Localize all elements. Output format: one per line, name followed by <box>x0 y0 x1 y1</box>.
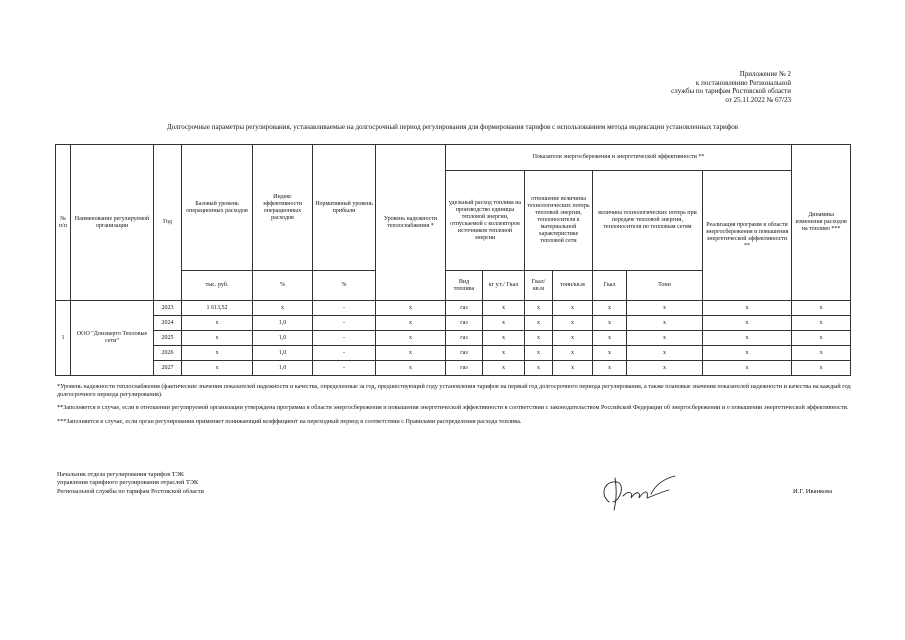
cell-value: х <box>483 331 525 346</box>
header-org: Наименование регулируемой организации <box>71 145 154 301</box>
header-program: Реализация программ в области энергосбережения и повышения энергетической эффективности ** <box>703 171 792 301</box>
cell-value: х <box>593 301 627 316</box>
cell-value: х <box>593 361 627 376</box>
cell-dynamics: х <box>792 361 851 376</box>
cell-value: х <box>627 301 703 316</box>
position-line: Региональной службы по тарифам Ростовской области <box>57 487 204 495</box>
organization-name: ООО "Донэнерго Тепловые сети" <box>71 301 154 376</box>
header-year: Год <box>154 145 182 301</box>
cell-eff: 1,0 <box>253 316 313 331</box>
cell-fuel-type: газ <box>446 331 483 346</box>
cell-eff: 1,0 <box>253 346 313 361</box>
cell-fuel-type: газ <box>446 361 483 376</box>
cell-year: 2025 <box>154 331 182 346</box>
cell-fuel-type: газ <box>446 346 483 361</box>
header-profit: Нормативный уровень прибыли <box>313 145 376 271</box>
cell-value: х <box>553 331 593 346</box>
appendix-date: от 25.11.2022 № 67/23 <box>725 95 791 104</box>
cell-value: х <box>525 316 553 331</box>
row-number: 1 <box>56 301 71 376</box>
cell-value: х <box>483 316 525 331</box>
cell-value: х <box>553 346 593 361</box>
cell-dynamics: х <box>792 301 851 316</box>
cell-eff: х <box>253 301 313 316</box>
cell-dynamics: х <box>792 331 851 346</box>
cell-reliability: х <box>376 361 446 376</box>
cell-profit: - <box>313 331 376 346</box>
appendix-header <box>671 70 791 104</box>
cell-value: х <box>525 346 553 361</box>
header-base: Базовый уровень операционных расходов <box>182 145 253 271</box>
footnotes <box>57 383 852 431</box>
unit-fuel-type: Вид топлива <box>446 271 483 301</box>
header-dynamics: Динамика изменения расходов на топливо *** <box>792 145 851 301</box>
cell-year: 2024 <box>154 316 182 331</box>
unit-base: тыс. руб. <box>182 271 253 301</box>
cell-profit: - <box>313 301 376 316</box>
cell-dynamics: х <box>792 316 851 331</box>
cell-value: х <box>627 361 703 376</box>
unit-profit: % <box>313 271 376 301</box>
cell-base: х <box>182 331 253 346</box>
header-eff: Индекс эффективности операционных расходов <box>253 145 313 271</box>
cell-value: х <box>525 331 553 346</box>
cell-program: х <box>703 346 792 361</box>
header-fuel: удельный расход топлива на производство единицы тепловой энергии, отпускаемой с коллекторов источников тепловой энергии <box>446 171 525 271</box>
unit-fuel: кг у.т./ Гкал <box>483 271 525 301</box>
header-energy-group: Показатели энергосбережения и энергетической эффективности ** <box>446 145 792 171</box>
cell-value: х <box>483 301 525 316</box>
cell-program: х <box>703 331 792 346</box>
cell-value: х <box>627 316 703 331</box>
cell-eff: 1,0 <box>253 361 313 376</box>
appendix-line: к постановлению Региональной <box>695 78 791 87</box>
cell-value: х <box>627 331 703 346</box>
cell-reliability: х <box>376 346 446 361</box>
cell-base: 1 613,52 <box>182 301 253 316</box>
parameters-table <box>55 144 851 376</box>
cell-base: х <box>182 361 253 376</box>
signatory-position <box>57 471 204 496</box>
position-line: Начальник отдела регулирования тарифов ТЭК <box>57 471 184 478</box>
document-title: Долгосрочные параметры регулирования, устанавливаемые на долгосрочный период регулирования для формирования тарифов с использованием метода индексации установленных тарифов <box>166 123 739 131</box>
cell-value: х <box>627 346 703 361</box>
unit-ratio-2: тонн/кв.м <box>553 271 593 301</box>
header-reliability: Уровень надежности теплоснабжения * <box>376 145 446 301</box>
cell-profit: - <box>313 361 376 376</box>
cell-eff: 1,0 <box>253 331 313 346</box>
cell-program: х <box>703 301 792 316</box>
cell-dynamics: х <box>792 346 851 361</box>
cell-program: х <box>703 361 792 376</box>
cell-value: х <box>593 316 627 331</box>
cell-base: х <box>182 316 253 331</box>
cell-value: х <box>483 361 525 376</box>
cell-base: х <box>182 346 253 361</box>
cell-value: х <box>593 331 627 346</box>
unit-ratio: Гкал/ кв.м <box>525 271 553 301</box>
unit-loss: Гкал <box>593 271 627 301</box>
cell-value: х <box>525 361 553 376</box>
cell-value: х <box>593 346 627 361</box>
unit-eff: % <box>253 271 313 301</box>
cell-reliability: х <box>376 301 446 316</box>
header-num: № п/п <box>56 145 71 301</box>
cell-year: 2023 <box>154 301 182 316</box>
unit-loss-2: Тонн <box>627 271 703 301</box>
cell-fuel-type: газ <box>446 301 483 316</box>
cell-year: 2027 <box>154 361 182 376</box>
appendix-line: службы по тарифам Ростовской области <box>671 87 791 96</box>
footnote-3: ***Заполняется в случае, если орган регулирования применяет понижающий коэффициент на переходный период в соответствии с Правилами распределения расхода топлива. <box>57 417 522 425</box>
cell-value: х <box>483 346 525 361</box>
cell-year: 2026 <box>154 346 182 361</box>
header-losses: величина технологических потерь при передаче тепловой энергии, теплоносителя по тепловым сетям <box>593 171 703 271</box>
cell-value: х <box>553 316 593 331</box>
cell-fuel-type: газ <box>446 316 483 331</box>
cell-value: х <box>525 301 553 316</box>
footnote-1: *Уровень надежности теплоснабжения (фактические значения показателей надежности и качества, определенные за год, предшествующий году установления тарифов на первый год долгосрочного периода регулирования, а также плановые значения показателей надежности и качества на каждый год долгосрочного периода регулирования). <box>57 383 851 399</box>
cell-reliability: х <box>376 331 446 346</box>
footnote-2: **Заполняется в случае, если в отношении регулируемой организации утверждена программа в области энергосбережения и повышения энергетической эффективности в соответствии с законодательством Российской Федерации об энергосбережении и о повышении энергетической эффективности. <box>57 404 849 412</box>
cell-value: х <box>553 301 593 316</box>
signer-name: И.Г. Иванкова <box>793 488 833 495</box>
cell-value: х <box>553 361 593 376</box>
cell-program: х <box>703 316 792 331</box>
appendix-title: Приложение № 2 <box>739 70 791 78</box>
cell-profit: - <box>313 346 376 361</box>
position-line: управления тарифного регулирования отраслей ТЭК <box>57 479 199 487</box>
handwritten-signature <box>595 472 680 512</box>
cell-profit: - <box>313 316 376 331</box>
cell-reliability: х <box>376 316 446 331</box>
header-losses-ratio: отношение величины технологических потерь тепловой энергии, теплоносителя к материальной характеристике тепловой сети <box>525 171 593 271</box>
